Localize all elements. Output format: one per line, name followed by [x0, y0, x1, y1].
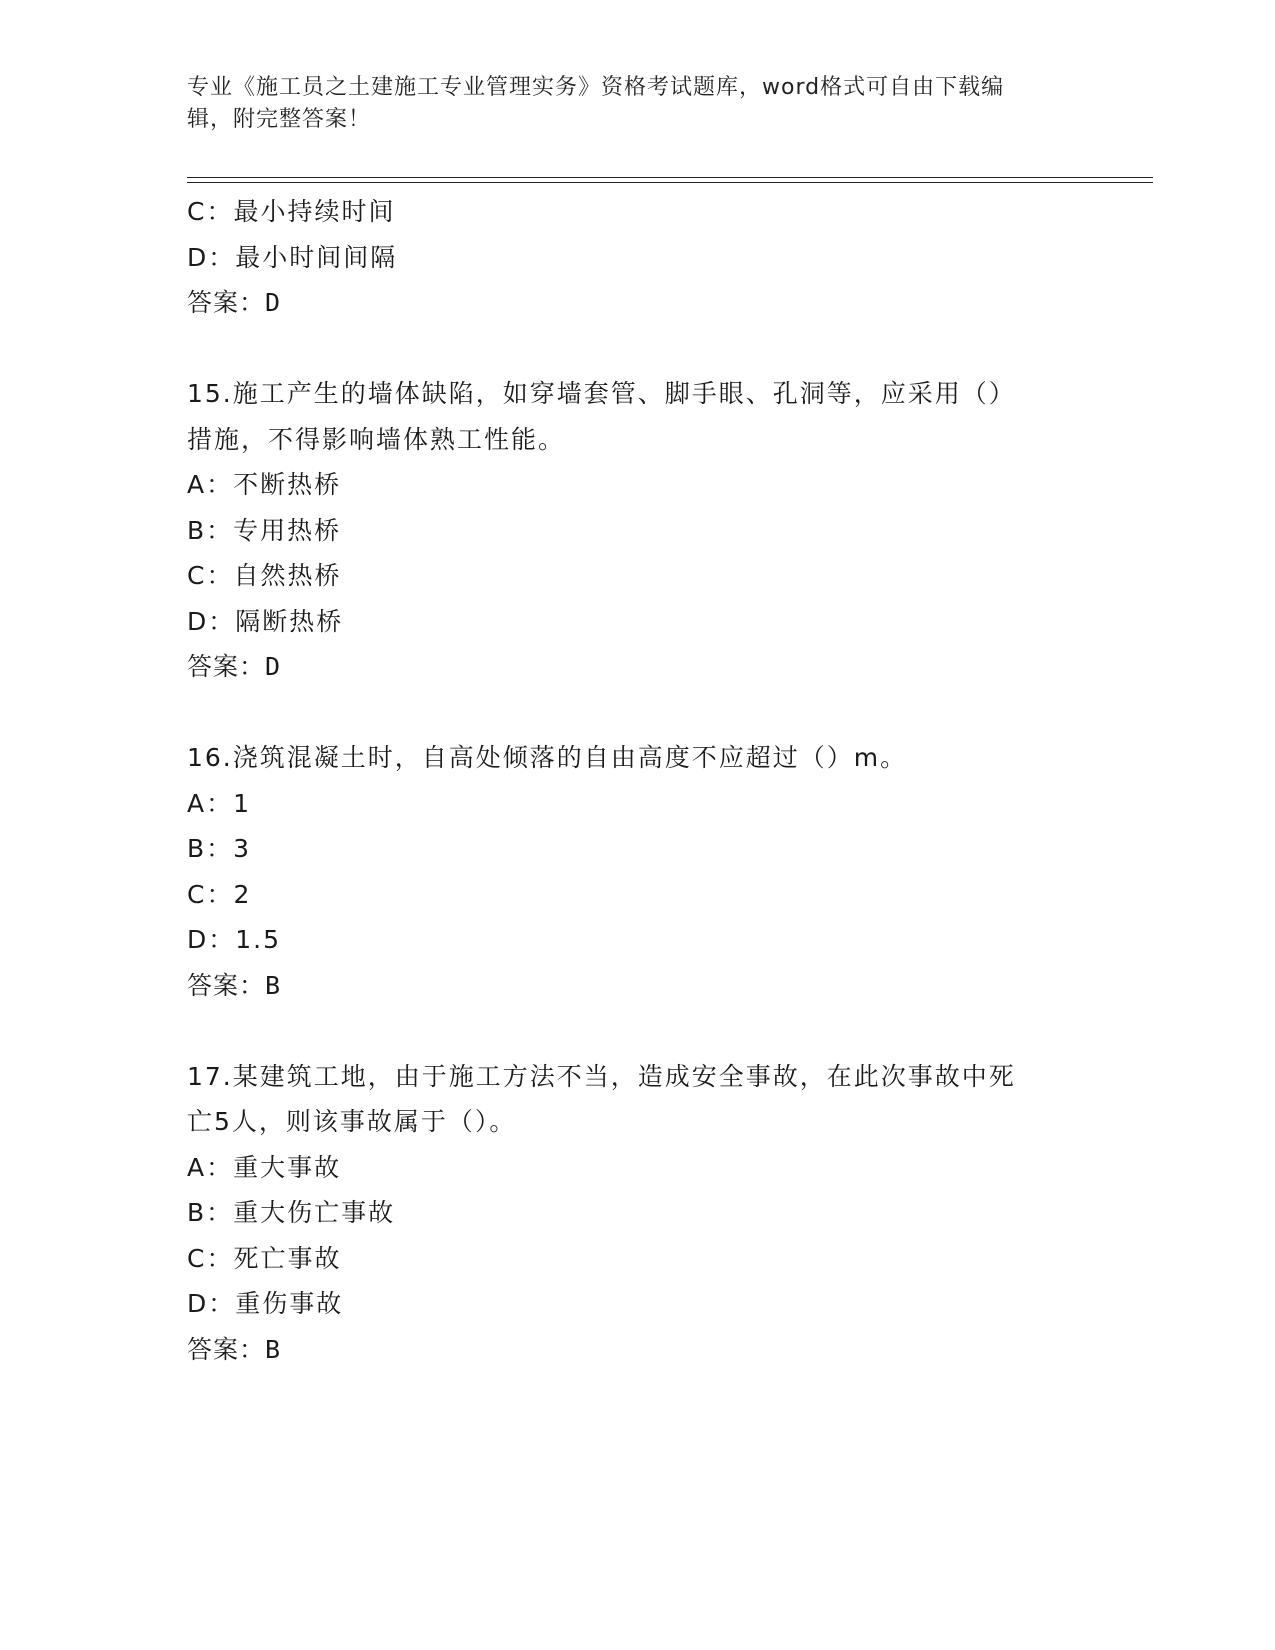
answer-line: 答案：B: [187, 1334, 282, 1364]
option-a: A：1: [187, 788, 252, 818]
option-b: B：3: [187, 834, 252, 863]
spacer: [187, 326, 1107, 372]
question-stem-line-1: 16.浇筑混凝土时，自高处倾落的自由高度不应超过（）m。: [187, 743, 908, 772]
question-block-15: [187, 371, 1107, 690]
question-block-16: [187, 735, 1107, 1008]
option-d: D：隔断热桥: [187, 606, 344, 636]
option-b: B：专用热桥: [187, 515, 342, 545]
option-c: C：最小持续时间: [187, 197, 396, 226]
question-stem-line-1: 17.某建筑工地，由于施工方法不当，造成安全事故，在此次事故中死: [187, 1061, 1016, 1091]
option-a: A：重大事故: [187, 1152, 342, 1182]
document-header: [187, 72, 1087, 136]
header-divider-top: [187, 177, 1153, 178]
question-block-17: [187, 1054, 1107, 1373]
header-line-2: 辑，附完整答案！: [187, 107, 372, 132]
option-d: D：最小时间间隔: [187, 242, 398, 272]
answer-line: 答案：D: [187, 652, 282, 681]
option-a: A：不断热桥: [187, 470, 342, 499]
question-list: [187, 189, 1107, 1372]
option-c: C：死亡事故: [187, 1243, 342, 1273]
option-d: D：重伤事故: [187, 1289, 344, 1318]
question-block-14: [187, 189, 1107, 326]
option-c: C：自然热桥: [187, 561, 342, 590]
question-stem-line-1: 15.施工产生的墙体缺陷，如穿墙套管、脚手眼、孔洞等，应采用（）: [187, 379, 1016, 408]
option-c: C：2: [187, 879, 252, 909]
option-d: D：1.5: [187, 925, 282, 954]
header-line-1: 专业《施工员之土建施工专业管理实务》资格考试题库，word格式可自由下载编: [187, 75, 1005, 100]
answer-line: 答案：B: [187, 970, 282, 1000]
question-stem-line-2: 措施，不得影响墙体熟工性能。: [187, 424, 566, 454]
answer-line: 答案：D: [187, 288, 282, 317]
header-divider-bottom: [187, 182, 1153, 183]
option-b: B：重大伤亡事故: [187, 1198, 396, 1227]
spacer: [187, 690, 1107, 736]
spacer: [187, 1008, 1107, 1054]
question-stem-line-2: 亡5人，则该事故属于（）。: [187, 1107, 517, 1136]
